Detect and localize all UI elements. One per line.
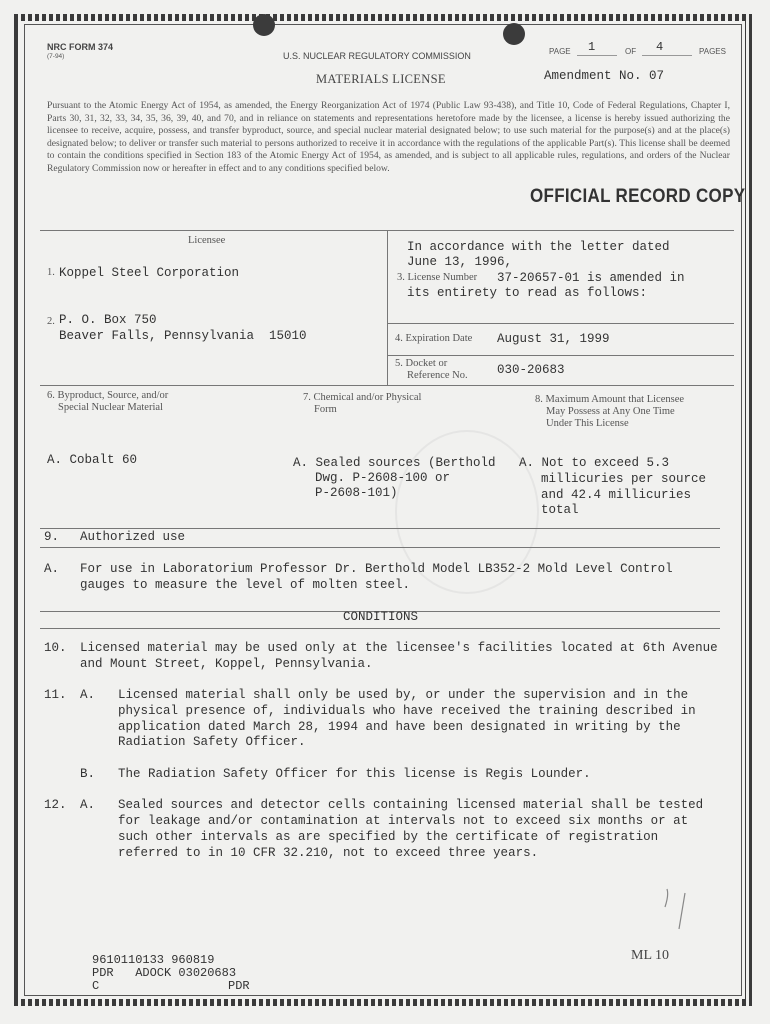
- condition-12a-line3: such other intervals as are specified by the certificate of registration: [118, 830, 659, 844]
- license-number-label: 3. License Number: [397, 272, 478, 283]
- punch-hole-left: [253, 14, 275, 36]
- form-number: NRC FORM 374: [47, 42, 114, 52]
- divider-line: [387, 355, 734, 356]
- amendment-number: Amendment No. 07: [544, 69, 665, 83]
- item-9-number: 9.: [44, 530, 60, 544]
- preamble-text: Pursuant to the Atomic Energy Act of 1954, as amended, the Energy Reorganization Act of 1974 (Public Law 93-438), and Title 10, Code of Federal Regulations, Chapter I, Parts 30, 31, 32, 33, 34, 35, 36, 39, 40, and 70, and in reliance on statements and representations heretofore made by the licensee, a license is hereby issued authorizing the licensee to receive, acquire, possess, and transfer byproduct, source, and special nuclear material designated below; to use such material for the purpose(s) and at the place(s) designated below; to deliver or transfer such material to persons authorized to receive it in accordance with the regulations of the applicable Part(s). This license shall be deemed to contain the conditions specified in Section 183 of the Atomic Energy Act of 1954, as amended, and is subject to all applicable rules, regulations, and orders of the Nuclear Regulatory Commission now or hereafter in effect and to any conditions specified below.: [47, 100, 730, 174]
- item-2-number: 2.: [47, 316, 55, 327]
- licensee-address-line2: Beaver Falls, Pennsylvania 15010: [59, 329, 307, 343]
- of-label: OF: [625, 47, 637, 56]
- material-form-line3: P-2608-101): [315, 486, 398, 500]
- material-item: A. Cobalt 60: [47, 453, 138, 467]
- column-7-heading-line1: 7. Chemical and/or Physical: [303, 392, 422, 403]
- document-title: MATERIALS LICENSE: [316, 72, 446, 86]
- condition-12a-line1: Sealed sources and detector cells containing licensed material shall be tested: [118, 798, 704, 812]
- column-8-heading-line1: 8. Maximum Amount that Licensee: [535, 394, 685, 405]
- licensee-address-line1: P. O. Box 750: [59, 313, 157, 327]
- page-number: 1: [588, 40, 596, 54]
- material-amount-line4: total: [541, 503, 579, 517]
- license-number-continuation: its entirety to read as follows:: [407, 286, 648, 300]
- letter-reference-line2: June 13, 1996,: [407, 255, 513, 269]
- condition-10-number: 10.: [44, 641, 67, 655]
- docket-label-line1: 5. Docket or: [395, 358, 448, 369]
- material-form-line2: Dwg. P-2608-100 or: [315, 471, 451, 485]
- conditions-heading: CONDITIONS: [343, 610, 419, 624]
- column-8-heading-line2: May Possess at Any One Time: [546, 406, 675, 417]
- condition-12-number: 12.: [44, 798, 67, 812]
- agency-name: U.S. NUCLEAR REGULATORY COMMISSION: [283, 51, 471, 61]
- form-date: (7-94): [47, 53, 65, 60]
- condition-12a-line4: referred to in 10 CFR 32.210, not to exceed three years.: [118, 846, 539, 860]
- handwritten-mark: [655, 885, 700, 935]
- condition-11b-line1: The Radiation Safety Officer for this license is Regis Lounder.: [118, 767, 591, 781]
- punch-hole-right: [503, 23, 525, 45]
- material-amount-line3: and 42.4 millicuries: [541, 488, 692, 502]
- divider-line: [40, 547, 720, 548]
- docket-label-line2: Reference No.: [407, 370, 468, 381]
- licensee-heading: Licensee: [188, 235, 226, 246]
- docket-value: 030-20683: [497, 363, 565, 377]
- letter-reference-line1: In accordance with the letter dated: [407, 240, 670, 254]
- licensee-name: Koppel Steel Corporation: [59, 266, 240, 280]
- material-amount-line1: A. Not to exceed 5.3: [519, 456, 670, 470]
- page-total: 4: [656, 40, 664, 54]
- condition-12a-letter: A.: [80, 798, 96, 812]
- condition-11a-letter: A.: [80, 688, 96, 702]
- condition-11a-line4: Radiation Safety Officer.: [118, 735, 306, 749]
- condition-11b-letter: B.: [80, 767, 96, 781]
- divider-line: [40, 628, 720, 629]
- condition-12a-line2: for leakage and/or contamination at intervals not to exceed six months or at: [118, 814, 689, 828]
- page-label: PAGE: [549, 47, 571, 56]
- ml-stamp: ML 10: [631, 948, 669, 963]
- divider-line: [40, 385, 734, 386]
- item-1-number: 1.: [47, 267, 55, 278]
- official-record-stamp: OFFICIAL RECORD COPY: [530, 184, 746, 207]
- condition-11a-line3: application dated March 28, 1994 and have been designated in writing by the: [118, 720, 681, 734]
- page-number-underline: [577, 55, 617, 56]
- authorized-use-line1: For use in Laboratorium Professor Dr. Berthold Model LB352-2 Mold Level Control: [80, 562, 673, 576]
- divider-line: [40, 528, 720, 529]
- footer-code-line1: 9610110133 960819: [92, 953, 215, 967]
- pages-label: PAGES: [699, 47, 726, 56]
- page-total-underline: [642, 55, 692, 56]
- column-6-heading-line2: Special Nuclear Material: [58, 402, 163, 413]
- condition-10-line2: and Mount Street, Koppel, Pennsylvania.: [80, 657, 373, 671]
- material-amount-line2: millicuries per source: [541, 472, 707, 486]
- license-number-value: 37-20657-01 is amended in: [497, 271, 685, 285]
- divider-line: [387, 230, 388, 385]
- authorized-use-letter: A.: [44, 562, 60, 576]
- expiration-date-label: 4. Expiration Date: [395, 333, 473, 344]
- expiration-date-value: August 31, 1999: [497, 332, 610, 346]
- condition-11-number: 11.: [44, 688, 67, 702]
- condition-11a-line2: physical presence of, individuals who have received the training described in: [118, 704, 696, 718]
- footer-code-line3b: PDR: [228, 979, 250, 993]
- divider-line: [387, 323, 734, 324]
- condition-11a-line1: Licensed material shall only be used by, or under the supervision and in the: [118, 688, 689, 702]
- condition-10-line1: Licensed material may be used only at the licensee's facilities located at 6th Avenue: [80, 641, 718, 655]
- material-form-line1: A. Sealed sources (Berthold: [293, 456, 496, 470]
- authorized-use-line2: gauges to measure the level of molten steel.: [80, 578, 411, 592]
- column-6-heading-line1: 6. Byproduct, Source, and/or: [47, 390, 169, 401]
- authorized-use-heading: Authorized use: [80, 530, 186, 544]
- column-7-heading-line2: Form: [314, 404, 337, 415]
- column-8-heading-line3: Under This License: [546, 418, 629, 429]
- footer-code-line3a: C: [92, 979, 100, 993]
- footer-code-line2: PDR ADOCK 03020683: [92, 966, 237, 980]
